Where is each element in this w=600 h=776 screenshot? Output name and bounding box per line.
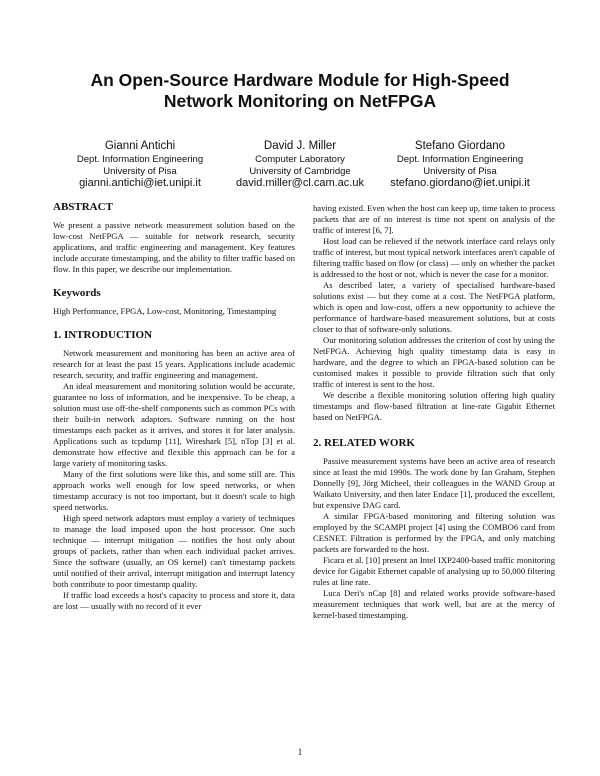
paragraph: Many of the first solutions were like this, and some still are. This approach works well enough for low speed networks, or when timestamp accuracy is not too important, but it doesn't scale to high speed networks. [53, 469, 295, 512]
author-name: Gianni Antichi [104, 140, 176, 152]
paragraph: Ficara et al. [10] present an Intel IXP2400-based traffic monitoring device for Gigabit Ethernet capable of analysing up to 50,000 filtering rules at line rate. [313, 555, 555, 587]
author-institution: University of Pisa [423, 165, 497, 177]
right-column [313, 203, 555, 621]
paragraph: A similar FPGA-based monitoring and filtering solution was employed by the SCAMPI project [4] using the COMBO6 card from CESNET. Filtration is performed by the FPGA, and only matching packets are forwarded to the host. [313, 511, 555, 554]
title-line-2: Network Monitoring on NetFPGA [163, 91, 437, 111]
author-email: david.miller@cl.cam.ac.uk [236, 177, 364, 189]
paragraph: Our monitoring solution addresses the criterion of cost by using the NetFPGA. Achieving high quality timestamp data is easy in hardware, and the degree to which an FPGA-based solution can be customised makes it possible to provide filtration such that only traffic of interest is sent to the host. [313, 335, 555, 389]
paragraph: Luca Deri's nCap [8] and related works provide software-based measurement techniques that work well, but are at the mercy of kernel-based timestamping. [313, 588, 555, 620]
paper-title [40, 70, 560, 112]
paragraph: Passive measurement systems have been an active area of research since at least the mid 1990s. The work done by Ian Graham, Stephen Donnelly [9], Jörg Micheel, their colleagues in the WAND Group at Waikato University, and then later Endace [1], produced the excellent, but expensive DAG card. [313, 456, 555, 510]
paragraph: If traffic load exceeds a host's capacity to process and store it, data are lost — usually with no record of it ever [53, 590, 295, 611]
author-block [50, 138, 230, 190]
keywords-heading: Keywords [53, 287, 101, 299]
author-department: Dept. Information Engineering [76, 154, 204, 165]
author-block [370, 138, 550, 190]
paragraph: having existed. Even when the host can keep up, time taken to process packets that are of no interest is time not spent on analysis of the traffic of interest [6, 7]. [313, 203, 555, 235]
author-name: David J. Miller [263, 140, 337, 152]
author-department: Dept. Information Engineering [396, 154, 524, 165]
author-name: Stefano Giordano [414, 140, 506, 152]
paragraph: As described later, a variety of specialised hardware-based solutions exist — but they come at a cost. The NetFPGA platform, which is open and low-cost, offers a new opportunity to achieve the performance of hardware-based measurement solutions, but at costs closer to that of software-only solutions. [313, 280, 555, 334]
abstract-text: We present a passive network measurement solution based on the low-cost NetFPGA — suitable for network research, security applications, and traffic engineering and management. Key features include accurate timestamping, and the ability to filter traffic based on flow. In this paper, we describe our implementation. [53, 220, 295, 274]
paragraph: Network measurement and monitoring has been an active area of research for at least the past 15 years. Applications include academic research, security, and traffic engineering and management. [53, 348, 295, 380]
author-department: Computer Laboratory [255, 154, 345, 165]
author-institution: University of Pisa [103, 165, 177, 177]
author-block [210, 138, 390, 190]
abstract-heading: ABSTRACT [53, 201, 113, 213]
author-email: stefano.giordano@iet.unipi.it [390, 177, 530, 189]
paragraph: Host load can be relieved if the network interface card relays only traffic of interest, but most typical network interfaces aren't capable of filtering traffic based on flow (or class) — only on whether the packet is addressed to the host or not, which is never the case for a monitor. [313, 236, 555, 279]
paragraph: An ideal measurement and monitoring solution would be accurate, guarantee no loss of information, and be inexpensive. To be cheap, a solution must use off-the-shelf components such as common PCs with their built-in network adaptors. Software running on the host timestamps each packet as it arrives, and stores it for later analysis. Applications such as tcpdump [11], Wireshark [5], nTop [3] et al. demonstrate how effective and flexible this approach can be for a large variety of monitoring tasks. [53, 381, 295, 468]
section-heading-introduction: 1. INTRODUCTION [53, 329, 153, 341]
section-heading-related-work: 2. RELATED WORK [313, 437, 415, 449]
keywords-text: High Performance, FPGA, Low-cost, Monitoring, Timestamping [53, 306, 277, 316]
left-column [53, 201, 295, 612]
author-email: gianni.antichi@iet.unipi.it [79, 177, 201, 189]
paragraph: We describe a flexible monitoring solution offering high quality timestamps and flow-based filtration at line-rate Gigabit Ethernet based on NetFPGA. [313, 390, 555, 422]
page-number: 1 [297, 747, 303, 757]
paragraph: High speed network adaptors must employ a variety of techniques to manage the load imposed upon the host processor. One such technique — interrupt mitigation — notifies the host only about groups of packets, rather than when each individual packet arrives. Since the software (usually, an OS kernel) can't timestamp packets until notified of their arrival, interrupt mitigation and interrupt latency both contribute to poor timestamp quality. [53, 513, 295, 589]
author-institution: University of Cambridge [249, 165, 351, 177]
title-line-1: An Open-Source Hardware Module for High-Speed [90, 70, 510, 90]
